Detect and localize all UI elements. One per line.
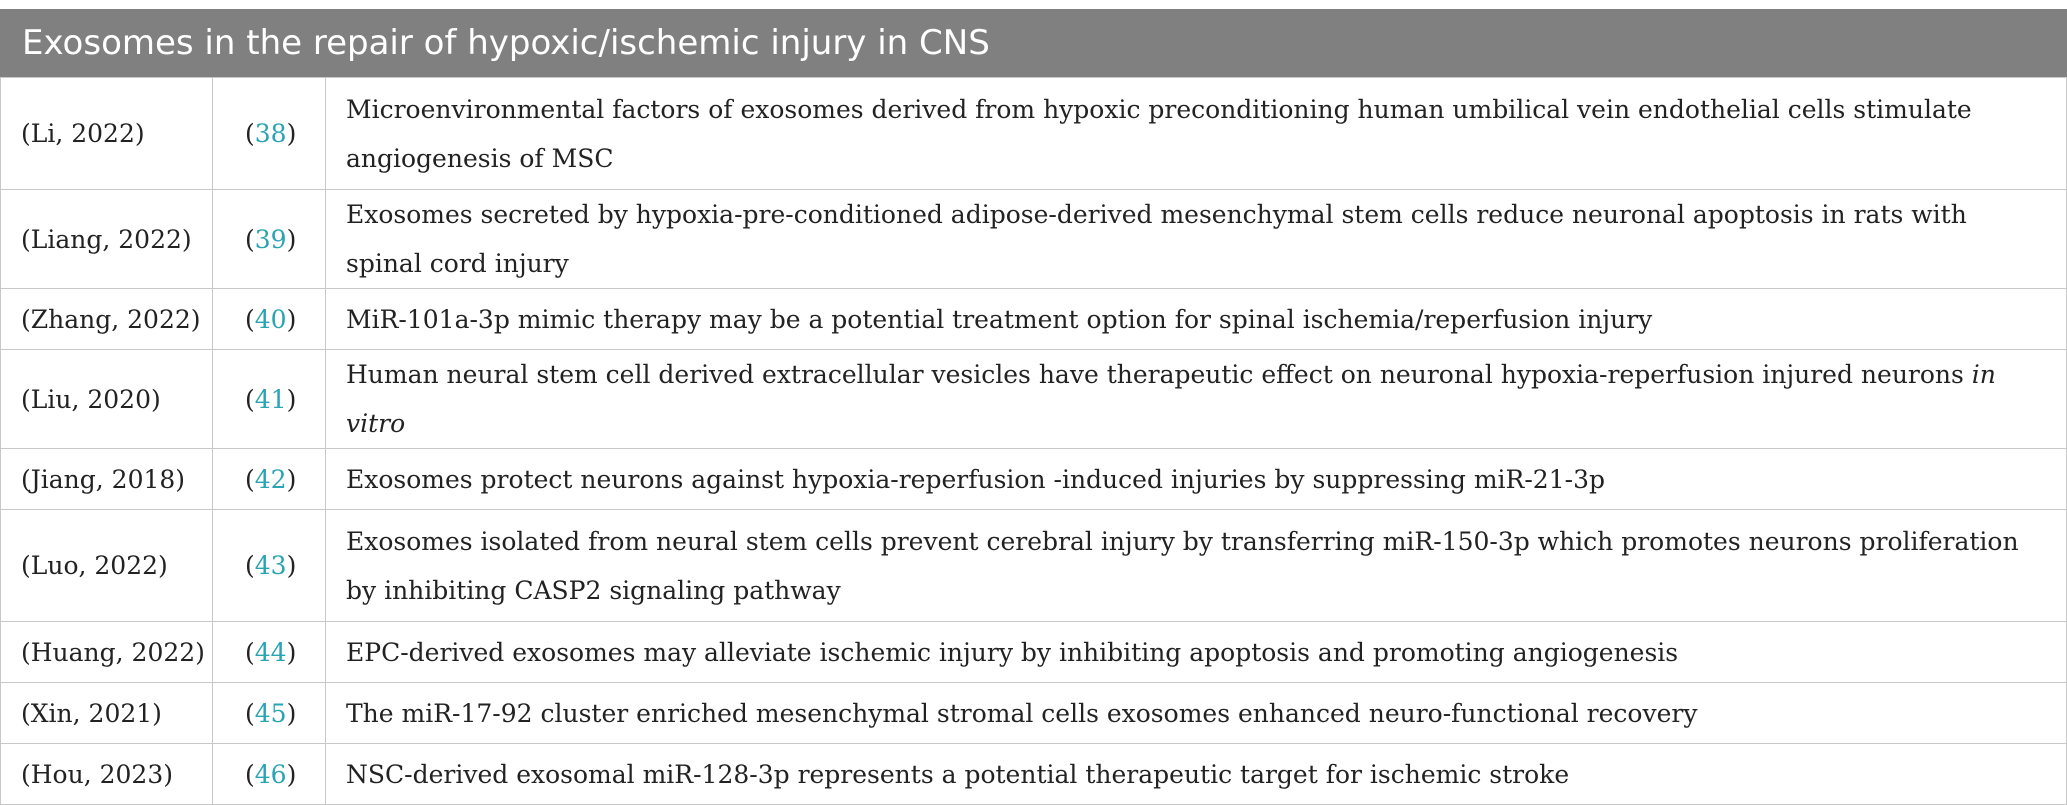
reference-cell: (46) [213, 744, 326, 805]
description-text: NSC-derived exosomal miR-128-3p represents a potential therapeutic target for ischemic stroke [346, 759, 1570, 789]
table-row [1, 683, 2067, 744]
reference-link[interactable]: 38 [254, 119, 287, 148]
description-text: Exosomes isolated from neural stem cells prevent cerebral injury by transferring miR-150-3p which promotes neurons proliferation by inhibiting CASP2 signaling pathway [346, 526, 2019, 605]
exosome-table [0, 9, 2067, 805]
author-cell: (Liang, 2022) [1, 190, 213, 289]
table-row [1, 289, 2067, 350]
author-cell: (Xin, 2021) [1, 683, 213, 744]
table-row [1, 78, 2067, 190]
reference-link[interactable]: 39 [254, 224, 287, 254]
table-title: Exosomes in the repair of hypoxic/ischemic injury in CNS [0, 9, 2067, 77]
table-row [1, 190, 2067, 289]
reference-cell: (39) [213, 190, 326, 289]
table-body [0, 77, 2067, 805]
description-text: The miR-17-92 cluster enriched mesenchymal stromal cells exosomes enhanced neuro-functional recovery [346, 698, 1698, 728]
reference-cell: (43) [213, 510, 326, 622]
reference-link[interactable]: 43 [254, 551, 287, 580]
description-cell [326, 449, 2067, 510]
table-row [1, 449, 2067, 510]
reference-link[interactable]: 44 [254, 637, 287, 667]
author-cell: (Zhang, 2022) [1, 289, 213, 350]
table-row [1, 510, 2067, 622]
description-cell [326, 289, 2067, 350]
description-cell [326, 683, 2067, 744]
reference-cell: (45) [213, 683, 326, 744]
reference-cell: (41) [213, 350, 326, 449]
description-cell [326, 78, 2067, 190]
description-text: Microenvironmental factors of exosomes derived from hypoxic preconditioning human umbilical vein endothelial cells stimulate angiogenesis of MSC [346, 94, 1972, 173]
reference-cell: (44) [213, 622, 326, 683]
description-text: Human neural stem cell derived extracellular vesicles have therapeutic effect on neuronal hypoxia-reperfusion injured neurons [346, 360, 1972, 389]
author-cell: (Luo, 2022) [1, 510, 213, 622]
description-cell [326, 510, 2067, 622]
author-cell: (Liu, 2020) [1, 350, 213, 449]
table-row [1, 744, 2067, 805]
description-text: MiR-101a-3p mimic therapy may be a potential treatment option for spinal ischemia/reperfusion injury [346, 304, 1653, 334]
author-cell: (Jiang, 2018) [1, 449, 213, 510]
description-cell [326, 350, 2067, 449]
author-cell: (Huang, 2022) [1, 622, 213, 683]
reference-cell: (40) [213, 289, 326, 350]
reference-cell: (42) [213, 449, 326, 510]
reference-link[interactable]: 46 [254, 759, 287, 789]
author-cell: (Li, 2022) [1, 78, 213, 190]
reference-link[interactable]: 42 [254, 464, 287, 494]
description-cell [326, 622, 2067, 683]
reference-link[interactable]: 41 [254, 384, 287, 414]
reference-link[interactable]: 45 [254, 698, 287, 728]
description-text: EPC-derived exosomes may alleviate ischemic injury by inhibiting apoptosis and promoting angiogenesis [346, 637, 1679, 667]
table-row [1, 350, 2067, 449]
reference-cell: (38) [213, 78, 326, 190]
author-cell: (Hou, 2023) [1, 744, 213, 805]
description-italic: in vitro [346, 360, 1996, 438]
table-row [1, 622, 2067, 683]
description-cell [326, 190, 2067, 289]
reference-link[interactable]: 40 [254, 304, 287, 334]
description-text: Exosomes protect neurons against hypoxia-reperfusion -induced injuries by suppressing miR-21-3p [346, 464, 1605, 494]
description-text: Exosomes secreted by hypoxia-pre-conditioned adipose-derived mesenchymal stem cells reduce neuronal apoptosis in rats with spinal cord injury [346, 200, 1967, 278]
description-cell [326, 744, 2067, 805]
